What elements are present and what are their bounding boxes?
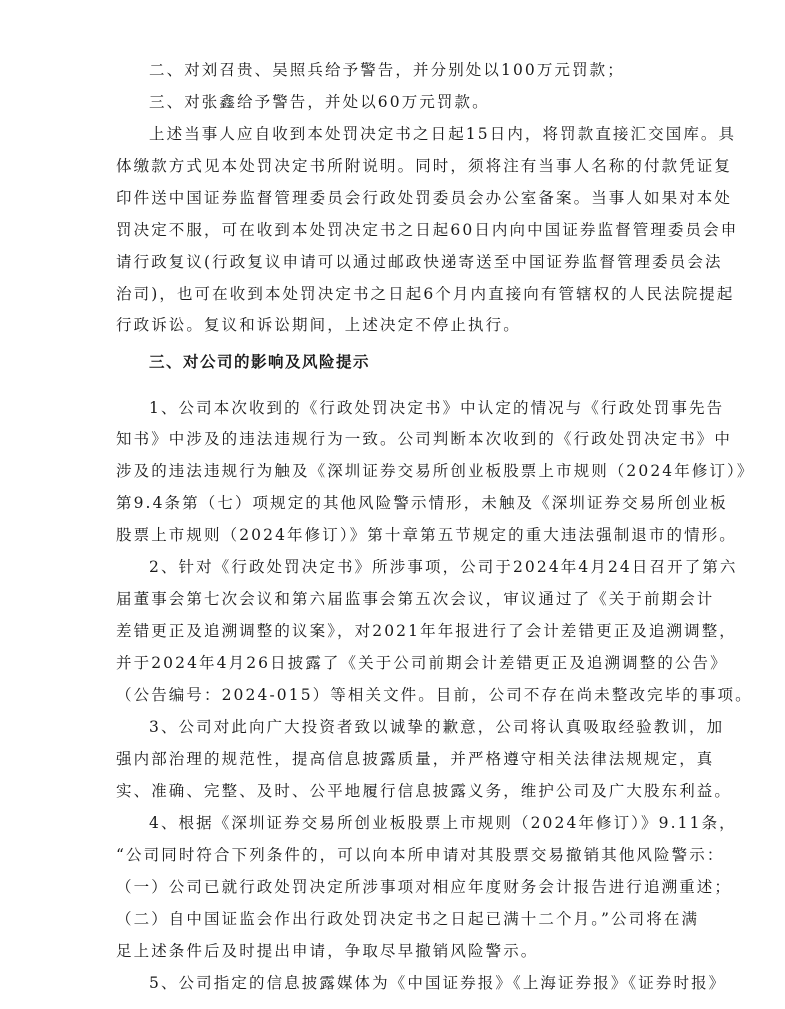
paragraph-line: 差错更正及追溯调整的议案》，对2021年年报进行了会计差错更正及追溯调整， <box>116 622 737 640</box>
paragraph-line: 第9.4条第（七）项规定的其他风险警示情形，未触及《深圳证券交易所创业板 <box>116 494 728 512</box>
paragraph-line: 股票上市规则（2024年修订）》第十章第五节规定的重大违法强制退市的情形。 <box>116 526 737 544</box>
paragraph-line: 三、对张鑫给予警告，并处以60万元罚款。 <box>149 93 490 111</box>
paragraph-line: （二）自中国证监会作出行政处罚决定书之日起已满十二个月。”公司将在满 <box>116 910 700 928</box>
paragraph-line: 行政诉讼。复议和诉讼期间，上述决定不停止执行。 <box>116 316 521 334</box>
paragraph-line: （一）公司已就行政处罚决定所涉事项对相应年度财务会计报告进行追溯重述； <box>116 878 733 896</box>
paragraph-line: 强内部治理的规范性，提高信息披露质量，并严格遵守相关法律法规规定，真 <box>116 750 715 768</box>
paragraph-line: “公司同时符合下列条件的，可以向本所申请对其股票交易撤销其他风险警示： <box>116 846 725 864</box>
paragraph-line: 上述当事人应自收到本处罚决定书之日起15日内，将罚款直接汇交国库。具 <box>149 125 737 143</box>
paragraph-line: 并于2024年4月26日披露了《关于公司前期会计差错更正及追溯调整的公告》 <box>116 654 728 672</box>
paragraph-line: （公告编号：2024-015）等相关文件。目前，公司不存在尚未整改完毕的事项。 <box>116 686 753 704</box>
paragraph-line: 届董事会第七次会议和第六届监事会第五次会议，审议通过了《关于前期会计 <box>116 590 715 608</box>
paragraph-line: 2、针对《行政处罚决定书》所涉事项，公司于2024年4月24日召开了第六 <box>149 558 738 576</box>
paragraph-line: 涉及的违法违规行为触及《深圳证券交易所创业板股票上市规则（2024年修订）》 <box>116 462 755 480</box>
paragraph-line: 治司)，也可在收到本处罚决定书之日起6个月内直接向有管辖权的人民法院提起 <box>116 285 735 303</box>
paragraph-line: 3、公司对此向广大投资者致以诚挚的歉意，公司将认真吸取经验教训，加 <box>149 718 725 736</box>
paragraph-line: 印件送中国证券监督管理委员会行政处罚委员会办公室备案。当事人如果对本处 <box>116 189 733 207</box>
paragraph-line: 实、准确、完整、及时、公平地履行信息披露义务，维护公司及广大股东利益。 <box>116 782 733 800</box>
section-heading: 三、对公司的影响及风险提示 <box>149 352 371 371</box>
paragraph-line: 罚决定不服，可在收到本处罚决定书之日起60日内向中国证券监督管理委员会申 <box>116 221 739 239</box>
paragraph-line: 5、公司指定的信息披露媒体为《中国证券报》《上海证券报》《证券时报》 <box>149 974 727 992</box>
paragraph-line: 1、公司本次收到的《行政处罚决定书》中认定的情况与《行政处罚事先告 <box>149 399 725 417</box>
paragraph-line: 4、根据《深圳证券交易所创业板股票上市规则（2024年修订）》9.11条， <box>149 814 737 832</box>
paragraph-line: 足上述条件后及时提出申请，争取尽早撤销风险警示。 <box>116 942 539 960</box>
paragraph-line: 请行政复议(行政复议申请可以通过邮政快递寄送至中国证券监督管理委员会法 <box>116 253 723 271</box>
paragraph-line: 体缴款方式见本处罚决定书所附说明。同时，须将注有当事人名称的付款凭证复 <box>116 157 733 175</box>
paragraph-line: 知书》中涉及的违法违规行为一致。公司判断本次收到的《行政处罚决定书》中 <box>116 430 733 448</box>
paragraph-line: 二、对刘召贵、吴照兵给予警告，并分别处以100万元罚款； <box>149 61 625 79</box>
